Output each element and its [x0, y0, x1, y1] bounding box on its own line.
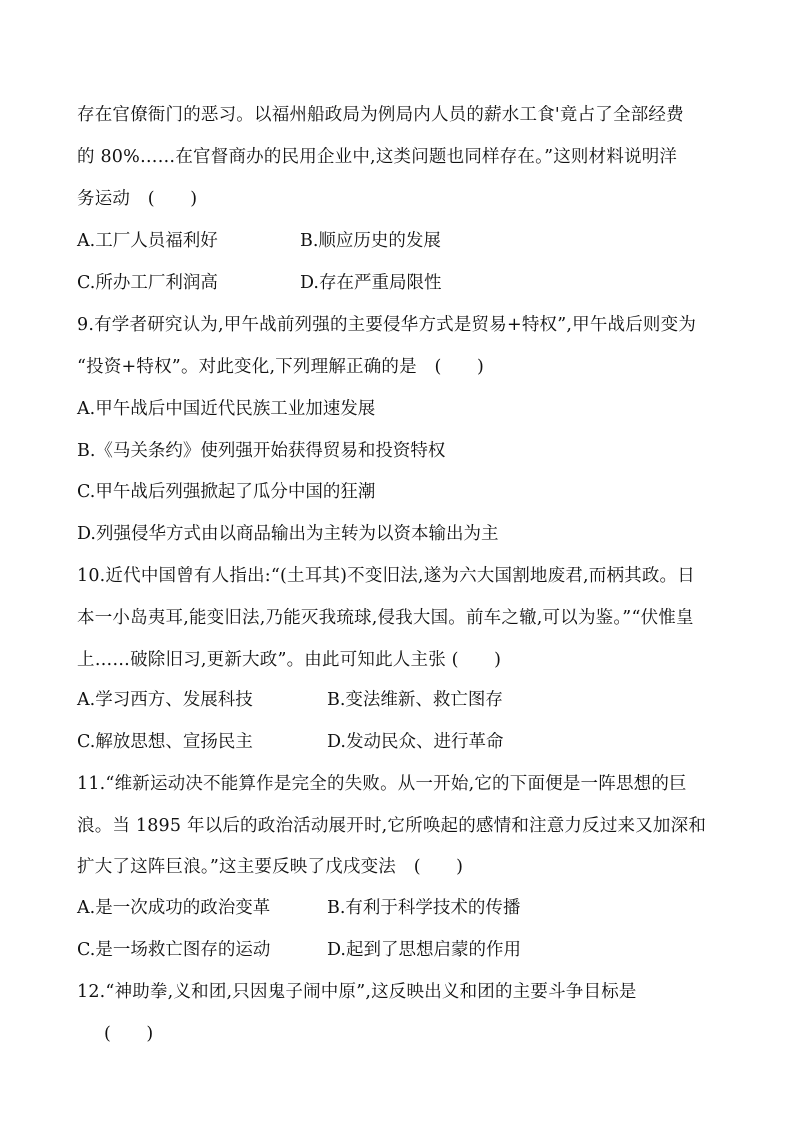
q11-option-d[interactable]: D.起到了思想启蒙的作用	[327, 940, 521, 960]
q10-option-c[interactable]: C.解放思想、宣扬民主	[77, 732, 253, 752]
q9-option-a[interactable]: A.甲午战后中国近代民族工业加速发展	[77, 399, 376, 419]
q9-option-c[interactable]: C.甲午战后列强掀起了瓜分中国的狂潮	[77, 482, 376, 502]
q8-option-b[interactable]: B.顺应历史的发展	[300, 231, 441, 251]
q10-stem-line-1: 10.近代中国曾有人指出:“(土耳其)不变旧法,遂为六大国割地废君,而柄其政。日	[77, 566, 695, 586]
q10-stem-line-2: 本一小岛夷耳,能变旧法,乃能灭我琉球,侵我大国。前车之辙,可以为鉴。”“伏惟皇	[77, 608, 694, 628]
q9-option-b[interactable]: B.《马关条约》使列强开始获得贸易和投资特权	[77, 441, 446, 461]
q8-option-a[interactable]: A.工厂人员福利好	[77, 231, 218, 251]
q8-stem-line-3: 务运动 ( )	[77, 189, 198, 209]
q10-option-a[interactable]: A.学习西方、发展科技	[77, 690, 253, 710]
q12-stem-line-1: 12.“神助拳,义和团,只因鬼子闹中原”,这反映出义和团的主要斗争目标是	[77, 982, 637, 1002]
q9-stem-line-2: “投资+特权”。对此变化,下列理解正确的是 ( )	[77, 357, 484, 377]
q11-option-c[interactable]: C.是一场救亡图存的运动	[77, 940, 271, 960]
q11-option-b[interactable]: B.有利于科学技术的传播	[327, 898, 521, 918]
q11-stem-line-3: 扩大了这阵巨浪。”这主要反映了戊戌变法 ( )	[77, 857, 464, 877]
q9-stem-line-1: 9.有学者研究认为,甲午战前列强的主要侵华方式是贸易+特权”,甲午战后则变为	[77, 315, 697, 335]
q8-stem-line-2: 的 80%……在官督商办的民用企业中,这类问题也同样存在。”这则材料说明洋	[77, 147, 678, 167]
q11-stem-line-1: 11.“维新运动决不能算作是完全的失败。从一开始,它的下面便是一阵思想的巨	[77, 774, 687, 794]
q10-option-b[interactable]: B.变法维新、救亡图存	[327, 690, 503, 710]
q10-option-d[interactable]: D.发动民众、进行革命	[327, 732, 504, 752]
q8-option-c[interactable]: C.所办工厂利润高	[77, 273, 218, 293]
q12-answer-blank: ( )	[104, 1024, 154, 1044]
q10-stem-line-3: 上……破除旧习,更新大政”。由此可知此人主张 ( )	[77, 650, 502, 670]
q8-option-d[interactable]: D.存在严重局限性	[300, 273, 442, 293]
q11-option-a[interactable]: A.是一次成功的政治变革	[77, 898, 271, 918]
q9-option-d[interactable]: D.列强侵华方式由以商品输出为主转为以资本输出为主	[77, 524, 499, 544]
q8-stem-line-1: 存在官僚衙门的恶习。以福州船政局为例局内人员的薪水工食'竟占了全部经费	[77, 105, 684, 125]
q11-stem-line-2: 浪。当 1895 年以后的政治活动展开时,它所唤起的感情和注意力反过来又加深和	[77, 816, 707, 836]
